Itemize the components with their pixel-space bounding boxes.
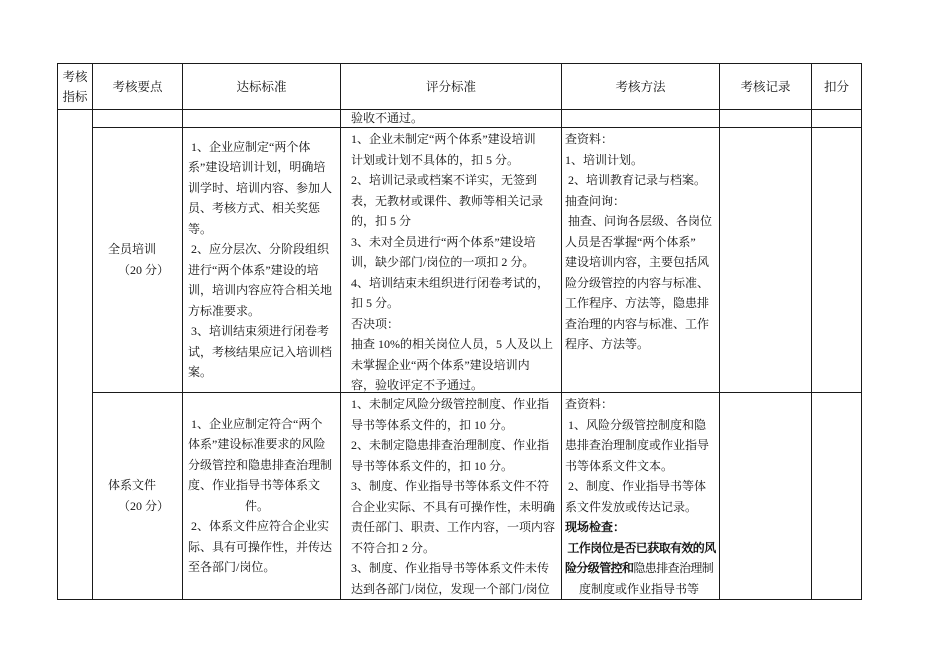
scoring-cell bbox=[341, 393, 562, 600]
text-segment: 现场检查： bbox=[565, 520, 626, 534]
scoring-cell bbox=[341, 128, 562, 393]
standard-line: 方标准要求。 bbox=[188, 303, 261, 318]
method-line: 查资料： bbox=[565, 132, 614, 146]
indicator-cell bbox=[58, 110, 93, 600]
scoring-line: 达到各部门/岗位，发现一个部门/岗位 bbox=[351, 581, 550, 596]
scoring-line: 导书等体系文件的，扣 10 分。 bbox=[351, 417, 514, 432]
method-line: 查资料： bbox=[565, 397, 614, 411]
standard-line: 系”建设培训计划，明确培 bbox=[188, 160, 326, 174]
standard-cell bbox=[183, 128, 341, 393]
header-indicator-line: 指标 bbox=[62, 89, 88, 104]
header-scoring bbox=[341, 64, 562, 110]
standard-cell bbox=[183, 110, 341, 128]
header-key-points bbox=[93, 64, 183, 110]
text-segment: 险分级管控和 bbox=[565, 561, 634, 575]
scoring-line: 2、培训记录或档案不详实，无签到 bbox=[351, 173, 538, 187]
key-point-line: 体系文件 bbox=[108, 478, 157, 492]
header-deduction bbox=[812, 64, 862, 110]
method-line: 抽查问询： bbox=[565, 193, 626, 208]
scoring-line: 1、企业未制定“两个体系”建设培训 bbox=[351, 132, 536, 146]
scoring-line: 导书等体系文件的，扣 10 分。 bbox=[351, 458, 514, 473]
scoring-line: 3、制度、作业指导书等体系文件不符 bbox=[351, 479, 550, 493]
standard-line: 进行“两个体系”建设的培 bbox=[188, 262, 319, 277]
header-key-points-label: 考核要点 bbox=[112, 79, 163, 94]
scoring-line: 表，无教材或课件、教师等相关记录 bbox=[351, 193, 544, 208]
standard-text bbox=[183, 393, 340, 598]
method-line bbox=[565, 517, 719, 538]
record-cell bbox=[720, 110, 812, 128]
method-cell bbox=[562, 128, 720, 393]
method-line: 系文件发放或传达记录。 bbox=[565, 499, 698, 514]
scoring-line: 4、培训结束未组织进行闭卷考试的， bbox=[351, 275, 550, 290]
scoring-line: 2、未制定隐患排查治理制度、作业指 bbox=[351, 438, 550, 452]
deduction-cell bbox=[812, 110, 862, 128]
standard-line: 件。 bbox=[245, 498, 270, 513]
scoring-line: 否决项： bbox=[351, 316, 400, 331]
method-line: 人员是否掌握“两个体系” bbox=[565, 234, 696, 249]
key-point-line: （20 分） bbox=[118, 498, 170, 513]
standard-line: 体系”建设标准要求的风险 bbox=[188, 437, 326, 451]
record-cell bbox=[720, 128, 812, 393]
method-text bbox=[562, 393, 719, 599]
deduction-cell bbox=[812, 393, 862, 600]
method-line bbox=[565, 538, 719, 559]
method-line: 建设培训内容，主要包括风 bbox=[565, 255, 710, 269]
method-line: 书等体系文件文本。 bbox=[565, 458, 674, 473]
scoring-line: 3、制度、作业指导书等体系文件未传 bbox=[351, 561, 550, 575]
method-line: 险分级管控的内容与标准、 bbox=[565, 275, 710, 290]
header-indicator-text bbox=[58, 64, 92, 109]
method-line: 查治理的内容与标准、工作 bbox=[565, 316, 710, 331]
header-row bbox=[58, 64, 862, 110]
deduction-cell bbox=[812, 128, 862, 393]
method-line: 1、培训计划。 bbox=[565, 152, 644, 167]
method-line: 程序、方法等。 bbox=[565, 337, 650, 351]
standard-line: 2、体系文件应符合企业实 bbox=[188, 519, 330, 533]
scoring-line: 容，验收评定不予通过。 bbox=[351, 378, 484, 392]
header-standard bbox=[183, 64, 341, 110]
scoring-line: 3、未对全员进行“两个体系”建设培 bbox=[351, 234, 536, 249]
table-row bbox=[58, 393, 862, 600]
standard-line: 分级管控和隐患排查治理制 bbox=[188, 457, 333, 472]
method-line: 抽查、问询各层级、各岗位 bbox=[565, 214, 713, 228]
scoring-line: 1、未制定风险分级管控制度、作业指 bbox=[351, 397, 550, 411]
text-segment: 隐患排查治理制 bbox=[633, 561, 714, 575]
key-point-line: 全员培训 bbox=[108, 242, 157, 256]
standard-line: 2、应分层次、分阶段组织 bbox=[188, 242, 330, 256]
record-cell bbox=[720, 393, 812, 600]
header-method bbox=[562, 64, 720, 110]
standard-line: 员、考核方式、相关奖惩 bbox=[188, 201, 321, 215]
standard-line: 1、企业应制定“两个体 bbox=[188, 139, 311, 154]
scoring-text bbox=[341, 393, 561, 599]
scoring-line: 抽查 10%的相关岗位人员，5 人及以上 bbox=[351, 337, 553, 351]
scoring-line: 扣 5 分。 bbox=[351, 296, 400, 310]
scoring-line: 责任部门、职责、工作内容，一项内容 bbox=[351, 520, 556, 534]
text-segment: 工作岗位是否已获取有效的风 bbox=[565, 540, 716, 555]
header-deduction-label: 扣分 bbox=[823, 79, 849, 94]
scoring-text bbox=[341, 128, 561, 392]
key-point-text bbox=[93, 128, 182, 391]
standard-line: 至各部门/岗位。 bbox=[188, 560, 276, 574]
standard-cell bbox=[183, 393, 341, 600]
header-indicator bbox=[58, 64, 93, 110]
standard-line: 1、企业应制定符合“两个 bbox=[188, 416, 323, 431]
header-scoring-label: 评分标准 bbox=[425, 79, 476, 94]
standard-line: 训学时、培训内容、参加人 bbox=[188, 180, 333, 195]
method-line: 1、风险分级管控制度和隐 bbox=[565, 417, 707, 432]
assessment-table bbox=[57, 63, 862, 600]
key-point-text bbox=[93, 393, 182, 598]
standard-text bbox=[183, 128, 340, 391]
standard-line: 等。 bbox=[188, 221, 213, 236]
standard-line: 训，培训内容应符合相关地 bbox=[188, 283, 333, 297]
method-text bbox=[562, 128, 719, 392]
method-line: 度制度或作业指导书等 bbox=[579, 581, 700, 596]
scoring-text bbox=[341, 110, 561, 127]
method-line: 患排查治理制度或作业指导 bbox=[565, 438, 710, 452]
header-standard-label: 达标标准 bbox=[236, 79, 287, 94]
method-line: 2、培训教育记录与档案。 bbox=[565, 173, 707, 187]
header-indicator-line: 考核 bbox=[62, 69, 88, 84]
table-row bbox=[58, 128, 862, 393]
method-line: 2、制度、作业指导书等体 bbox=[565, 479, 707, 493]
method-line bbox=[565, 558, 719, 579]
key-point-line: （20 分） bbox=[118, 262, 170, 277]
standard-line: 案。 bbox=[188, 365, 213, 379]
scoring-line: 的，扣 5 分 bbox=[351, 214, 412, 228]
method-line: 工作程序、方法等，隐患排 bbox=[565, 296, 710, 310]
key-point-cell bbox=[93, 393, 183, 600]
standard-line: 度、作业指导书等体系文 bbox=[188, 478, 321, 492]
header-record bbox=[720, 64, 812, 110]
scoring-line: 计划或计划不具体的，扣 5 分。 bbox=[351, 152, 520, 167]
header-record-label: 考核记录 bbox=[740, 79, 791, 94]
scoring-line: 未掌握企业“两个体系”建设培训内 bbox=[351, 357, 530, 372]
key-point-cell bbox=[93, 128, 183, 393]
method-cell bbox=[562, 393, 720, 600]
key-point-cell bbox=[93, 110, 183, 128]
scoring-line: 验收不通过。 bbox=[351, 111, 424, 125]
scoring-line: 训，缺少部门/岗位的一项扣 2 分。 bbox=[351, 255, 535, 269]
scoring-cell bbox=[341, 110, 562, 128]
method-cell bbox=[562, 110, 720, 128]
table-row bbox=[58, 110, 862, 128]
scoring-line: 合企业实际、不具有可操作性，未明确 bbox=[351, 499, 556, 514]
header-method-label: 考核方法 bbox=[615, 79, 666, 94]
scoring-line: 不符合扣 2 分。 bbox=[351, 540, 436, 555]
standard-line: 试，考核结果应记入培训档 bbox=[188, 344, 333, 359]
standard-line: 3、培训结束须进行闭卷考 bbox=[188, 324, 330, 338]
standard-line: 际、具有可操作性，并传达 bbox=[188, 539, 333, 554]
